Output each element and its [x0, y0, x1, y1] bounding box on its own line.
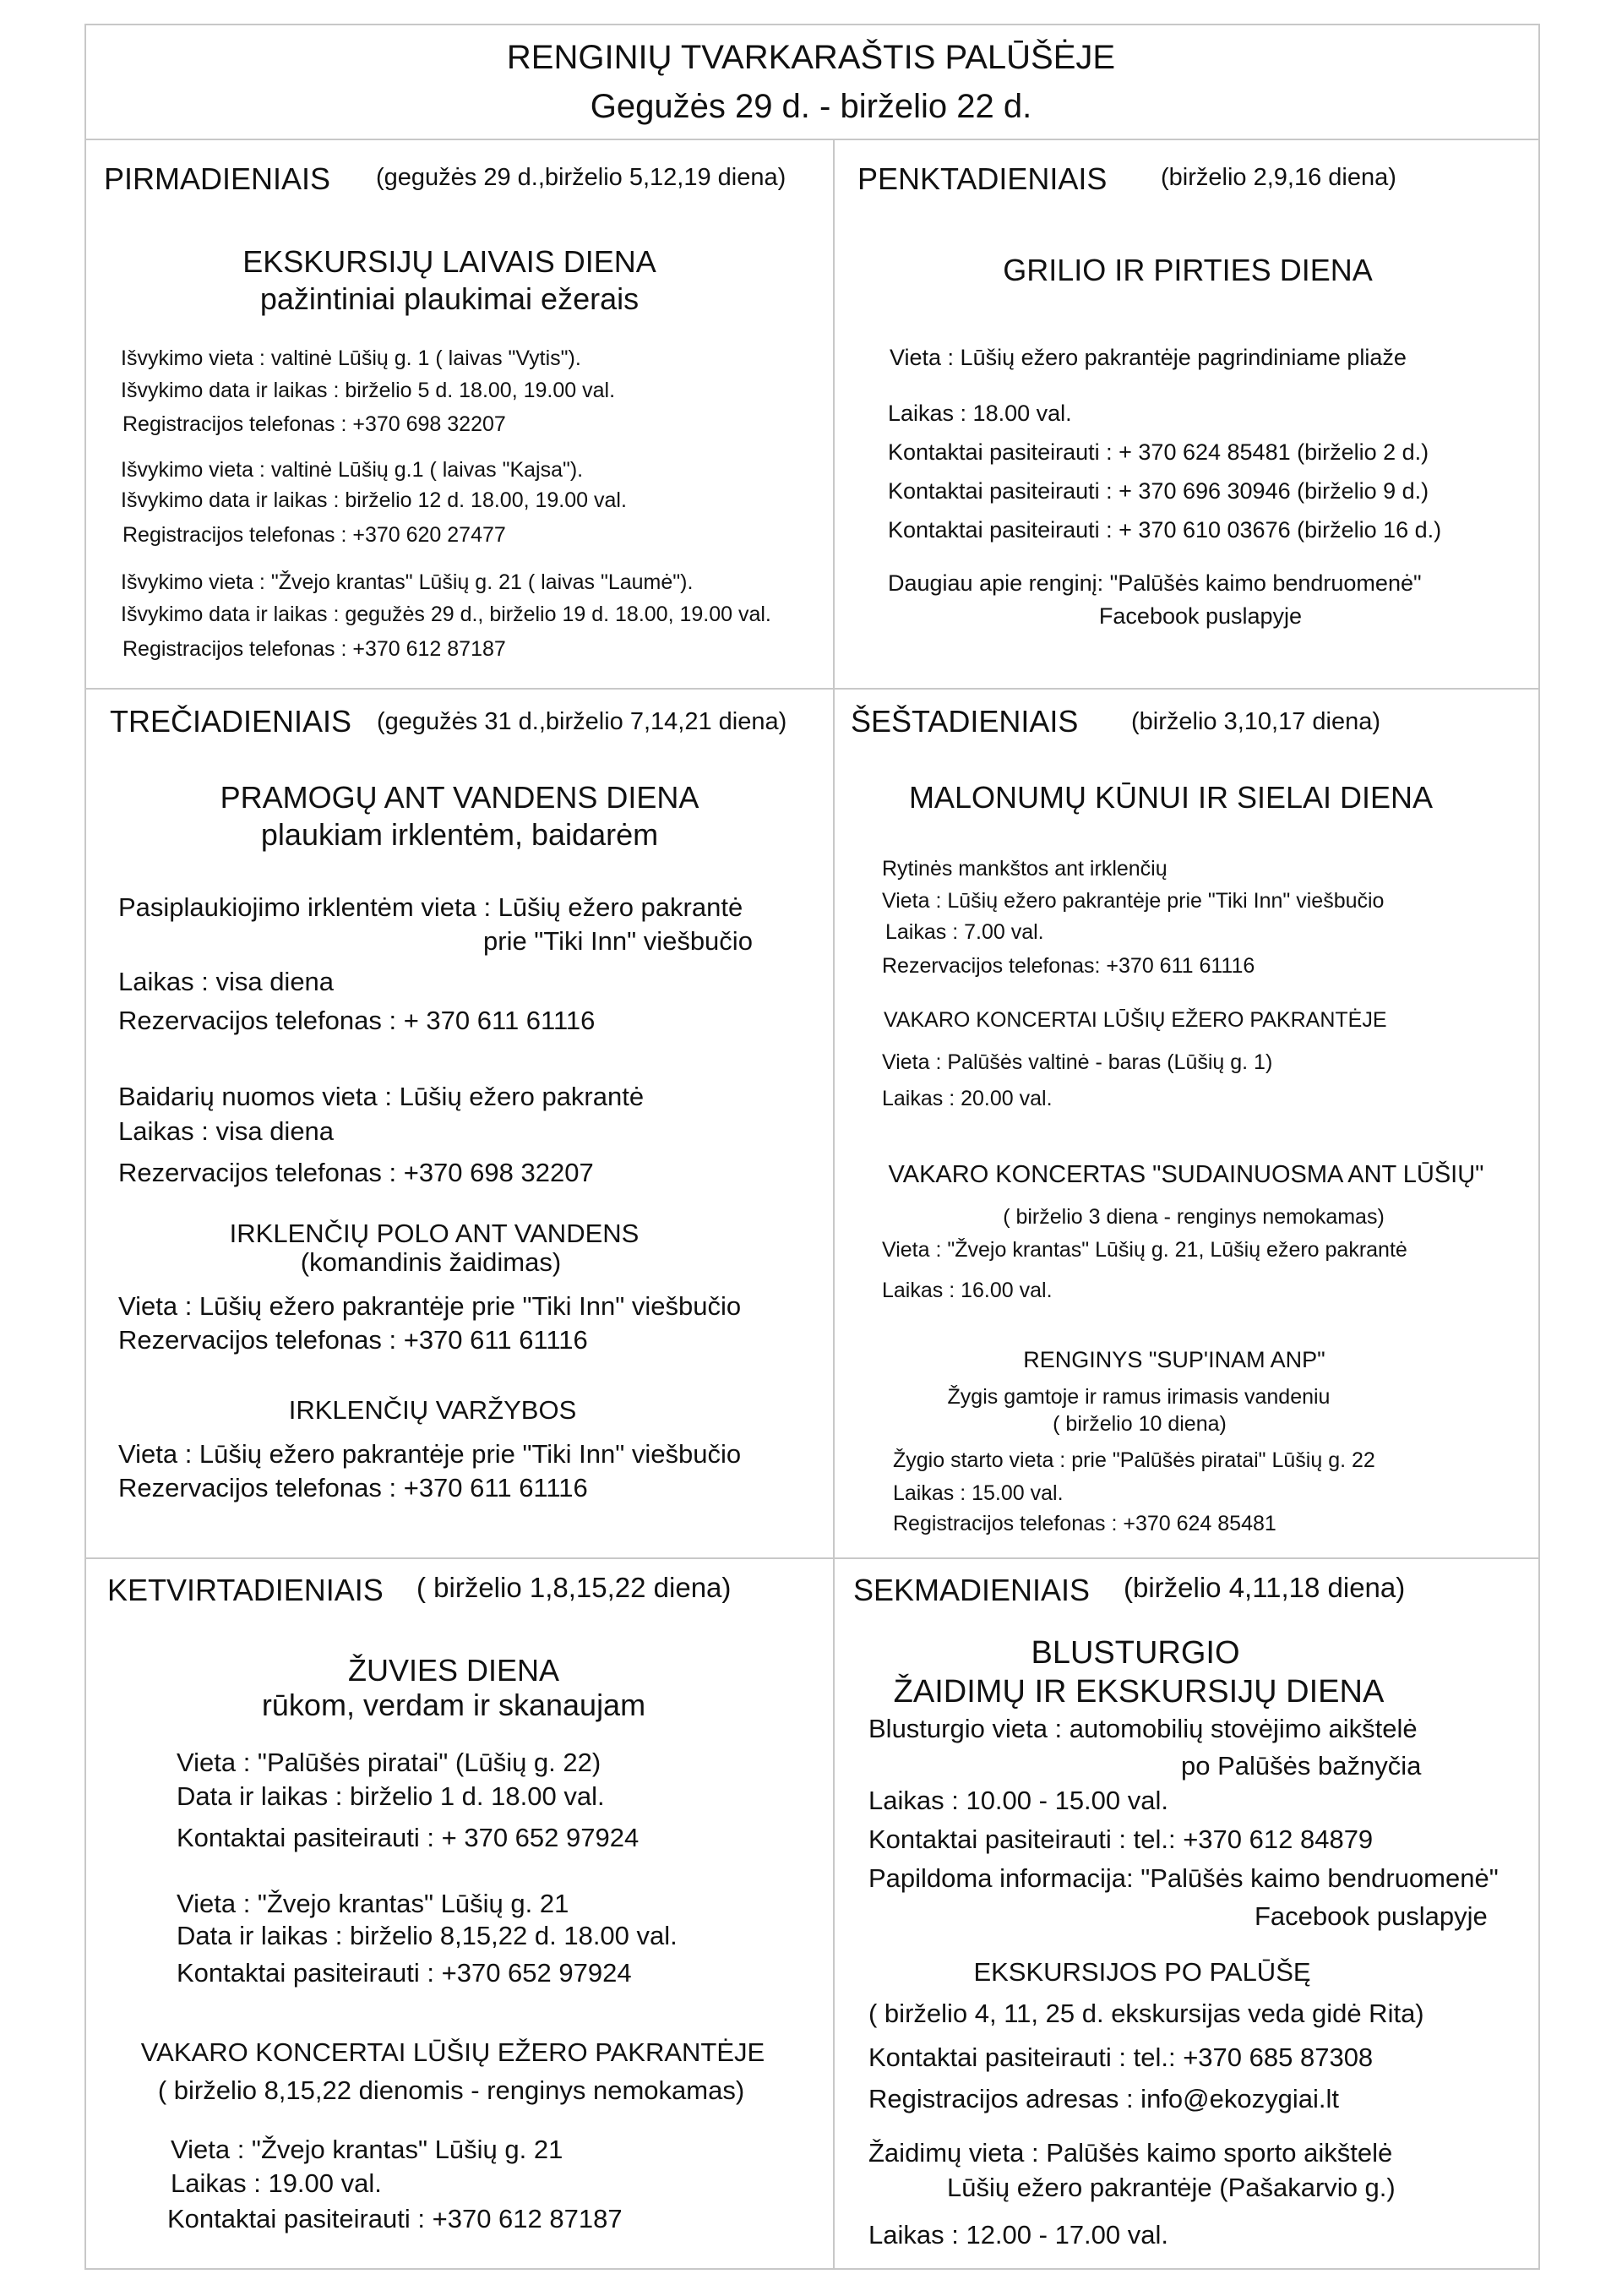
saturday-line: Vieta : Lūšių ežero pakrantėje prie "Tiki Inn" viešbučio	[882, 889, 1385, 913]
document-title: RENGINIŲ TVARKARAŠTIS PALŪŠĖJE	[506, 39, 1116, 76]
thursday-event-title: ŽUVIES DIENA	[347, 1653, 560, 1688]
sunday-dates: (birželio 4,11,18 diena)	[1124, 1572, 1406, 1603]
title-divider	[84, 139, 1540, 140]
sunday-line: Kontaktai pasiteirauti : tel.: +370 612 84879	[868, 1824, 1374, 1854]
monday-event-title: EKSKURSIJŲ LAIVAIS DIENA	[242, 244, 656, 279]
sunday-line: Kontaktai pasiteirauti : tel.: +370 685 87308	[868, 2042, 1374, 2072]
sunday-event-title: BLUSTURGIO	[1031, 1635, 1240, 1671]
sunday-line: po Palūšės bažnyčia	[1181, 1751, 1422, 1781]
thursday-heading: KETVIRTADIENIAIS	[107, 1573, 384, 1607]
monday-dates: (gegužės 29 d.,birželio 5,12,19 diena)	[376, 164, 787, 191]
monday-line: Registracijos telefonas : +370 612 87187	[122, 637, 506, 661]
monday-line: Išvykimo data ir laikas : gegužės 29 d., birželio 19 d. 18.00, 19.00 val.	[121, 603, 771, 626]
sunday-line: Papildoma informacija: "Palūšės kaimo bendruomenė"	[868, 1863, 1499, 1893]
thursday-line: Vieta : "Žvejo krantas" Lūšių g. 21	[177, 1889, 569, 1918]
saturday-line: RENGINYS "SUP'INAM ANP"	[1023, 1347, 1325, 1372]
thursday-line: Kontaktai pasiteirauti : +370 652 97924	[177, 1958, 632, 1988]
wednesday-line: Baidarių nuomos vieta : Lūšių ežero pakrantė	[118, 1082, 645, 1111]
sunday-heading: SEKMADIENIAIS	[853, 1573, 1091, 1607]
thursday-event-subtitle: rūkom, verdam ir skanaujam	[261, 1688, 646, 1722]
wednesday-line: Vieta : Lūšių ežero pakrantėje prie "Tiki Inn" viešbučio	[118, 1439, 742, 1469]
wednesday-line: (komandinis žaidimas)	[300, 1247, 562, 1277]
sunday-line: Žaidimų vieta : Palūšės kaimo sporto aikštelė	[868, 2138, 1393, 2168]
monday-line: Registracijos telefonas : +370 620 27477	[122, 523, 506, 547]
thursday-line: VAKARO KONCERTAI LŪŠIŲ EŽERO PAKRANTĖJE	[140, 2037, 765, 2067]
saturday-line: ( birželio 3 diena - renginys nemokamas)	[1003, 1205, 1385, 1229]
saturday-line: Vieta : Palūšės valtinė - baras (Lūšių g. 1)	[882, 1050, 1273, 1074]
thursday-line: Kontaktai pasiteirauti : + 370 652 97924	[177, 1823, 640, 1852]
thursday-line: Vieta : "Palūšės piratai" (Lūšių g. 22)	[177, 1748, 601, 1777]
wednesday-line: prie "Tiki Inn" viešbučio	[483, 926, 753, 956]
sunday-line: Blusturgio vieta : automobilių stovėjimo aikštelė	[868, 1714, 1418, 1743]
saturday-line: Laikas : 16.00 val.	[882, 1279, 1053, 1302]
sunday-line: Laikas : 12.00 - 17.00 val.	[868, 2220, 1169, 2250]
monday-line: Išvykimo data ir laikas : birželio 12 d. 18.00, 19.00 val.	[121, 488, 627, 512]
saturday-line: Žygio starto vieta : prie "Palūšės piratai" Lūšių g. 22	[893, 1448, 1375, 1472]
wednesday-line: Pasiplaukiojimo irklentėm vieta : Lūšių ežero pakrantė	[118, 892, 743, 922]
saturday-line: VAKARO KONCERTAI LŪŠIŲ EŽERO PAKRANTĖJE	[884, 1008, 1387, 1032]
row-divider-2	[84, 1557, 1540, 1559]
friday-line: Daugiau apie renginį: "Palūšės kaimo bendruomenė"	[888, 570, 1422, 596]
friday-line: Facebook puslapyje	[1098, 603, 1303, 629]
friday-line: Kontaktai pasiteirauti : + 370 624 85481 (birželio 2 d.)	[888, 439, 1429, 465]
friday-heading: PENKTADIENIAIS	[857, 161, 1108, 196]
saturday-line: Žygis gamtoje ir ramus irimasis vandeniu	[947, 1385, 1331, 1409]
saturday-event-title: MALONUMŲ KŪNUI IR SIELAI DIENA	[908, 780, 1434, 815]
thursday-line: Vieta : "Žvejo krantas" Lūšių g. 21	[171, 2135, 563, 2164]
monday-line: Išvykimo vieta : valtinė Lūšių g. 1 ( laivas "Vytis").	[121, 346, 581, 370]
monday-line: Išvykimo data ir laikas : birželio 5 d. 18.00, 19.00 val.	[121, 379, 616, 402]
monday-line: Registracijos telefonas : +370 698 32207	[122, 412, 506, 436]
saturday-line: Rytinės mankštos ant irklenčių	[882, 857, 1168, 881]
document-subtitle: Gegužės 29 d. - birželio 22 d.	[590, 88, 1032, 125]
wednesday-event-title: PRAMOGŲ ANT VANDENS DIENA	[220, 780, 699, 815]
monday-line: Išvykimo vieta : "Žvejo krantas" Lūšių g. 21 ( laivas "Laumė").	[121, 570, 694, 594]
saturday-line: Laikas : 7.00 val.	[885, 920, 1044, 944]
sunday-line: Registracijos adresas : info@ekozygiai.lt	[868, 2084, 1339, 2113]
sunday-line: EKSKURSIJOS PO PALŪŠĘ	[973, 1957, 1311, 1987]
column-divider	[833, 139, 835, 2270]
friday-line: Laikas : 18.00 val.	[888, 401, 1072, 426]
sunday-line: ( birželio 4, 11, 25 d. ekskursijas veda gidė Rita)	[868, 1999, 1424, 2028]
sunday-line: Lūšių ežero pakrantėje (Pašakarvio g.)	[947, 2173, 1396, 2202]
thursday-line: Data ir laikas : birželio 8,15,22 d. 18.00 val.	[177, 1921, 678, 1950]
thursday-line: Data ir laikas : birželio 1 d. 18.00 val.	[177, 1781, 605, 1811]
thursday-line: Kontaktai pasiteirauti : +370 612 87187	[167, 2204, 623, 2233]
wednesday-line: Rezervacijos telefonas : +370 611 61116	[118, 1473, 588, 1502]
saturday-line: Registracijos telefonas : +370 624 85481	[893, 1512, 1276, 1535]
wednesday-heading: TREČIADIENIAIS	[110, 704, 352, 739]
wednesday-event-subtitle: plaukiam irklentėm, baidarėm	[260, 817, 659, 852]
saturday-line: Laikas : 15.00 val.	[893, 1481, 1064, 1505]
saturday-dates: (birželio 3,10,17 diena)	[1131, 708, 1381, 735]
friday-line: Kontaktai pasiteirauti : + 370 696 30946 (birželio 9 d.)	[888, 478, 1429, 504]
monday-heading: PIRMADIENIAIS	[104, 161, 331, 196]
saturday-line: VAKARO KONCERTAS "SUDAINUOSMA ANT LŪŠIŲ"	[888, 1161, 1484, 1188]
wednesday-line: Laikas : visa diena	[118, 967, 335, 996]
friday-line: Vieta : Lūšių ežero pakrantėje pagrindiniame pliaže	[890, 345, 1407, 370]
friday-line: Kontaktai pasiteirauti : + 370 610 03676 (birželio 16 d.)	[888, 517, 1442, 543]
saturday-line: ( birželio 10 diena)	[1053, 1412, 1227, 1436]
sunday-event-subtitle: ŽAIDIMŲ IR EKSKURSIJŲ DIENA	[893, 1674, 1385, 1710]
wednesday-line: Rezervacijos telefonas : +370 698 32207	[118, 1158, 594, 1187]
saturday-heading: ŠEŠTADIENIAIS	[851, 704, 1079, 739]
saturday-line: Vieta : "Žvejo krantas" Lūšių g. 21, Lūšių ežero pakrantė	[882, 1238, 1407, 1262]
saturday-line: Laikas : 20.00 val.	[882, 1087, 1053, 1110]
wednesday-line: IRKLENČIŲ POLO ANT VANDENS	[229, 1219, 640, 1248]
wednesday-line: IRKLENČIŲ VARŽYBOS	[288, 1395, 577, 1425]
row-divider-1	[84, 688, 1540, 690]
wednesday-line: Vieta : Lūšių ežero pakrantėje prie "Tiki Inn" viešbučio	[118, 1291, 742, 1321]
saturday-line: Rezervacijos telefonas: +370 611 61116	[882, 954, 1255, 978]
sunday-line: Laikas : 10.00 - 15.00 val.	[868, 1786, 1169, 1815]
wednesday-dates: (gegužės 31 d.,birželio 7,14,21 diena)	[377, 708, 787, 735]
friday-dates: (birželio 2,9,16 diena)	[1161, 164, 1396, 191]
monday-event-subtitle: pažintiniai plaukimai ežerais	[259, 281, 640, 316]
wednesday-line: Rezervacijos telefonas : + 370 611 61116	[118, 1006, 596, 1035]
thursday-line: ( birželio 8,15,22 dienomis - renginys nemokamas)	[157, 2075, 745, 2105]
wednesday-line: Laikas : visa diena	[118, 1116, 335, 1146]
thursday-dates: ( birželio 1,8,15,22 diena)	[416, 1572, 732, 1603]
monday-line: Išvykimo vieta : valtinė Lūšių g.1 ( laivas "Kajsa").	[121, 458, 584, 482]
wednesday-line: Rezervacijos telefonas : +370 611 61116	[118, 1325, 588, 1355]
thursday-line: Laikas : 19.00 val.	[171, 2168, 382, 2198]
friday-event-title: GRILIO IR PIRTIES DIENA	[1003, 253, 1373, 287]
sunday-line: Facebook puslapyje	[1255, 1901, 1488, 1931]
